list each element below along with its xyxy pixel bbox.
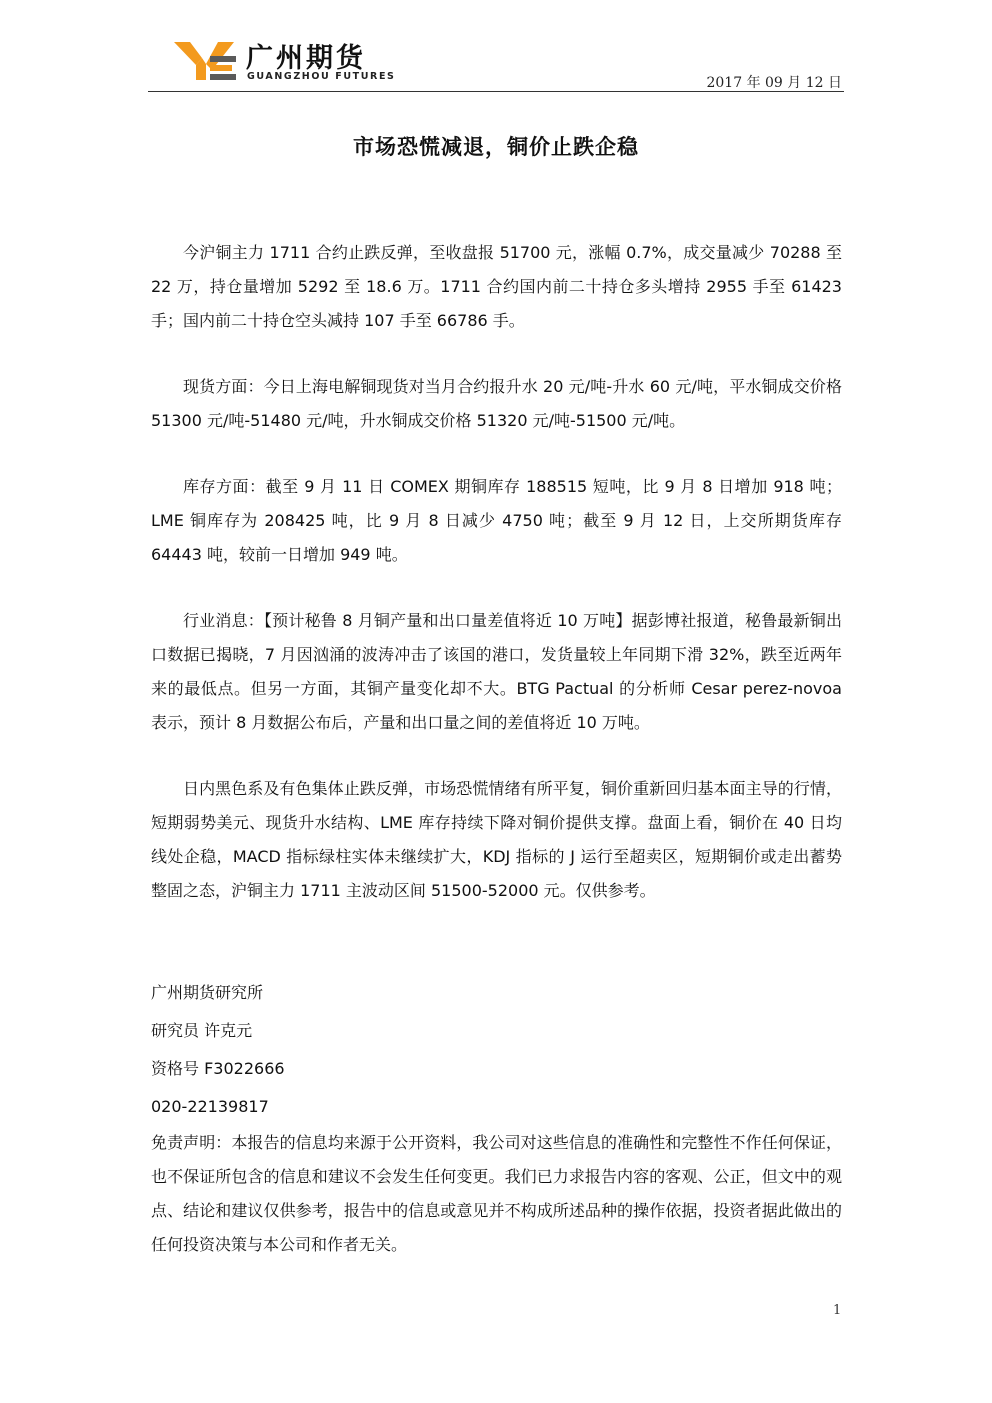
section-spacer xyxy=(151,908,842,974)
company-logo xyxy=(172,38,396,84)
paragraph-spacer xyxy=(151,338,842,370)
paragraph-spot: 现货方面：今日上海电解铜现货对当月合约报升水 20 元/吨-升水 60 元/吨，平水铜成交价格 51300 元/吨-51480 元/吨，升水铜成交价格 51320 元/吨-51500 元/吨。 xyxy=(151,377,842,430)
report-title: 市场恐慌减退，铜价止跌企稳 xyxy=(353,135,639,159)
institute-name: 广州期货研究所 xyxy=(151,983,264,1002)
phone-number: 020-22139817 xyxy=(151,1097,269,1116)
page-header xyxy=(0,0,992,100)
signature-block xyxy=(151,974,842,1126)
report-date: 2017 年 09 月 12 日 xyxy=(706,75,842,91)
header-divider xyxy=(148,91,844,92)
paragraph-market-summary: 今沪铜主力 1711 合约止跌反弹，至收盘报 51700 元，涨幅 0.7%，成交量减少 70288 至 22 万，持仓量增加 5292 至 18.6 万。1711 合约国内前二十持仓多头增持 2955 手至 61423 手；国内前二十持仓空头减持 107 手至 66786 手。 xyxy=(151,243,842,330)
paragraph-spacer xyxy=(151,572,842,604)
license-number: 资格号 F3022666 xyxy=(151,1059,285,1078)
disclaimer: 免责声明：本报告的信息均来源于公开资料，我公司对这些信息的准确性和完整性不作任何保证，也不保证所包含的信息和建议不会发生任何变更。我们已力求报告内容的客观、公正，但文中的观点、结论和建议仅供参考，报告中的信息或意见并不构成所述品种的操作依据，投资者据此做出的任何投资决策与本公司和作者无关。 xyxy=(151,1133,842,1254)
paragraph-industry-news: 行业消息：【预计秘鲁 8 月铜产量和出口量差值将近 10 万吨】据彭博社报道，秘鲁最新铜出口数据已揭晓，7 月因汹涌的波涛冲击了该国的港口，发货量较上年同期下滑 32%，跌至近两年来的最低点。但另一方面，其铜产量变化却不大。BTG Pactual 的分析师 Cesar perez-novoa 表示，预计 8 月数据公布后，产量和出口量之间的差值将近 10 万吨。 xyxy=(151,611,842,732)
paragraph-spacer xyxy=(151,438,842,470)
logo-chinese-name: 广州期货 xyxy=(246,43,366,74)
logo-emblem-icon xyxy=(172,38,238,82)
paragraph-spacer xyxy=(151,740,842,772)
paragraph-inventory: 库存方面：截至 9 月 11 日 COMEX 期铜库存 188515 短吨，比 9 月 8 日增加 918 吨；LME 铜库存为 208425 吨，比 9 月 8 日减少 4750 吨；截至 9 月 12 日，上交所期货库存 64443 吨，较前一日增加 949 吨。 xyxy=(151,477,842,564)
paragraph-outlook: 日内黑色系及有色集体止跌反弹，市场恐慌情绪有所平复，铜价重新回归基本面主导的行情，短期弱势美元、现货升水结构、LME 库存持续下降对铜价提供支撑。盘面上看，铜价在 40 日均线处企稳，MACD 指标绿柱实体未继续扩大，KDJ 指标的 J 运行至超卖区，短期铜价或走出蓄势整固之态，沪铜主力 1711 主波动区间 51500-52000 元。仅供参考。 xyxy=(151,779,842,900)
page-number: 1 xyxy=(833,1303,842,1318)
logo-english-name: GUANGZHOU FUTURES xyxy=(247,71,396,82)
researcher-name: 研究员 许克元 xyxy=(151,1021,253,1040)
report-body xyxy=(151,236,842,1262)
